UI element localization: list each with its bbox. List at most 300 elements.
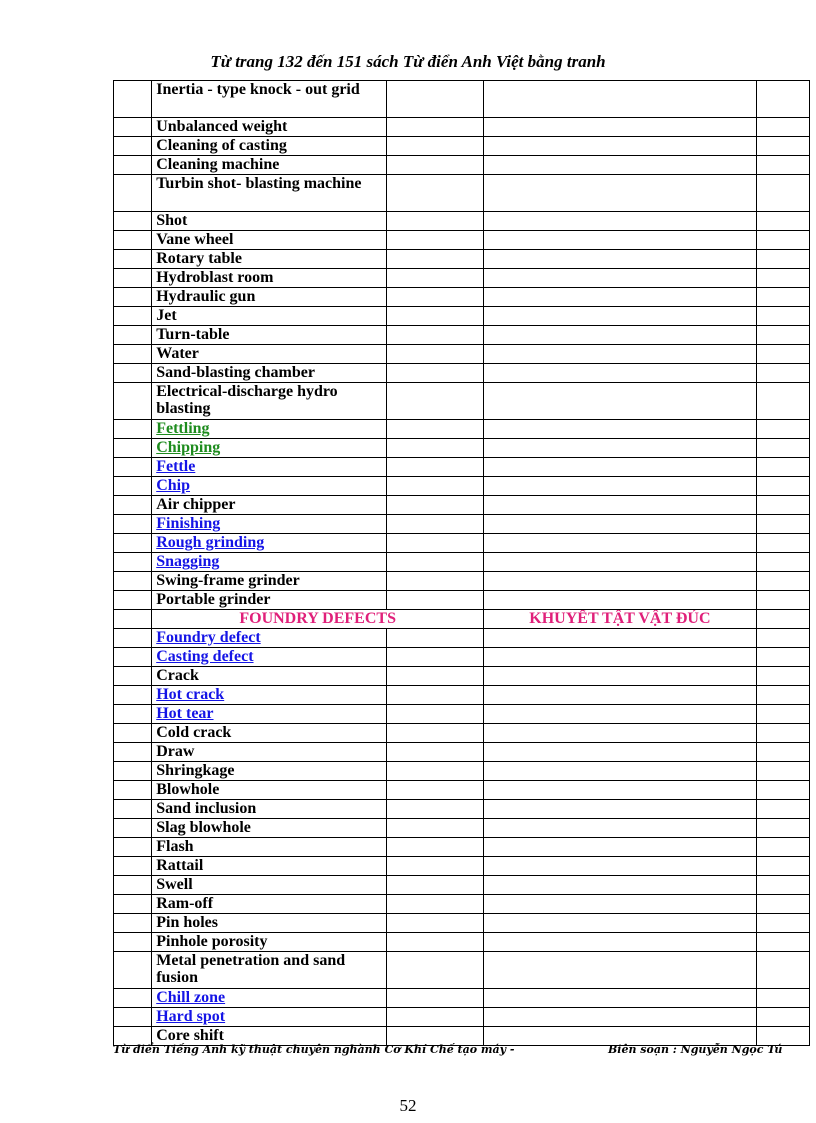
- phonetic-cell: [386, 743, 484, 762]
- row-note-cell: [756, 686, 809, 705]
- table-row: [114, 800, 810, 819]
- meaning-cell: [484, 137, 757, 156]
- term-cell: [152, 952, 386, 989]
- phonetic-cell: [386, 838, 484, 857]
- phonetic-cell: [386, 118, 484, 137]
- table-row: [114, 876, 810, 895]
- term-text: Inertia - type knock - out grid: [156, 81, 360, 98]
- phonetic-cell: [386, 534, 484, 553]
- meaning-cell: [484, 629, 757, 648]
- term-text: Air chipper: [156, 496, 236, 513]
- meaning-cell: [484, 591, 757, 610]
- table-row: [114, 212, 810, 231]
- row-index-cell: [114, 326, 152, 345]
- row-index-cell: [114, 439, 152, 458]
- row-index-cell: [114, 118, 152, 137]
- row-note-cell: [756, 914, 809, 933]
- term-cell: [152, 364, 386, 383]
- term-cell: [152, 914, 386, 933]
- term-cell: [152, 933, 386, 952]
- row-index-cell: [114, 81, 152, 118]
- term-cell: [152, 81, 386, 118]
- term-text: Vane wheel: [156, 231, 234, 248]
- term-text: Swell: [156, 876, 193, 893]
- term-cell: [152, 288, 386, 307]
- meaning-cell: [484, 477, 757, 496]
- term-cell: [152, 439, 386, 458]
- meaning-cell: [484, 989, 757, 1008]
- row-note-cell: [756, 876, 809, 895]
- term-cell: [152, 137, 386, 156]
- table-row: [114, 307, 810, 326]
- phonetic-cell: [386, 250, 484, 269]
- phonetic-cell: [386, 212, 484, 231]
- term-text: Metal penetration and sand fusion: [156, 952, 346, 986]
- phonetic-cell: [386, 307, 484, 326]
- term-text: Jet: [156, 307, 177, 324]
- table-row: [114, 591, 810, 610]
- table-row: [114, 952, 810, 989]
- table-row: [114, 819, 810, 838]
- phonetic-cell: [386, 515, 484, 534]
- phonetic-cell: [386, 686, 484, 705]
- term-cell: [152, 876, 386, 895]
- row-note-cell: [756, 819, 809, 838]
- row-index-cell: [114, 591, 152, 610]
- row-index-cell: [114, 800, 152, 819]
- term-cell: [152, 420, 386, 439]
- row-index-cell: [114, 534, 152, 553]
- row-index-cell: [114, 572, 152, 591]
- row-index-cell: [114, 156, 152, 175]
- table-row: [114, 933, 810, 952]
- term-text: Water: [156, 345, 199, 362]
- table-row: [114, 269, 810, 288]
- phonetic-cell: [386, 895, 484, 914]
- table-row: [114, 762, 810, 781]
- phonetic-cell: [386, 648, 484, 667]
- phonetic-cell: [386, 326, 484, 345]
- row-index-cell: [114, 269, 152, 288]
- row-index-cell: [114, 515, 152, 534]
- table-row: [114, 629, 810, 648]
- term-cell: [152, 838, 386, 857]
- term-text: Hydroblast room: [156, 269, 274, 286]
- meaning-cell: [484, 933, 757, 952]
- term-text: Hard spot: [156, 1008, 226, 1025]
- row-note-cell: [756, 496, 809, 515]
- row-note-cell: [756, 156, 809, 175]
- table-row: [114, 572, 810, 591]
- term-cell: [152, 705, 386, 724]
- row-note-cell: [756, 591, 809, 610]
- row-note-cell: [756, 439, 809, 458]
- row-index-cell: [114, 288, 152, 307]
- table-row: [114, 345, 810, 364]
- term-text: Chip: [156, 477, 191, 494]
- term-text: Slag blowhole: [156, 819, 251, 836]
- term-cell: [152, 231, 386, 250]
- row-index-cell: [114, 231, 152, 250]
- table-row: [114, 838, 810, 857]
- table-row: [114, 383, 810, 420]
- footer-author: Biên soạn : Nguyễn Ngọc Tú: [608, 1043, 783, 1056]
- term-cell: [152, 857, 386, 876]
- term-cell: [152, 553, 386, 572]
- vocabulary-table-body: [114, 81, 810, 1046]
- phonetic-cell: [386, 819, 484, 838]
- term-text: Portable grinder: [156, 591, 271, 608]
- term-text: Hydraulic gun: [156, 288, 256, 305]
- row-note-cell: [756, 989, 809, 1008]
- row-index-cell: [114, 175, 152, 212]
- term-text: Finishing: [156, 515, 221, 532]
- term-text: Snagging: [156, 553, 220, 570]
- row-note-cell: [756, 212, 809, 231]
- table-row: [114, 743, 810, 762]
- row-note-cell: [756, 952, 809, 989]
- meaning-cell: [484, 857, 757, 876]
- term-text: Fettling: [156, 420, 210, 437]
- section-header-row: [114, 610, 810, 629]
- row-note-cell: [756, 800, 809, 819]
- row-index-cell: [114, 250, 152, 269]
- table-row: [114, 439, 810, 458]
- term-cell: [152, 743, 386, 762]
- page-number: 52: [399, 1096, 417, 1115]
- meaning-cell: [484, 118, 757, 137]
- term-text: Pin holes: [156, 914, 219, 931]
- term-cell: [152, 989, 386, 1008]
- meaning-cell: [484, 705, 757, 724]
- row-note-cell: [756, 420, 809, 439]
- phonetic-cell: [386, 156, 484, 175]
- row-note-cell: [756, 781, 809, 800]
- meaning-cell: [484, 345, 757, 364]
- meaning-cell: [484, 686, 757, 705]
- phonetic-cell: [386, 762, 484, 781]
- table-row: [114, 175, 810, 212]
- row-index-cell: [114, 610, 152, 629]
- term-text: Core shift: [156, 1027, 224, 1044]
- table-row: [114, 705, 810, 724]
- table-row: [114, 156, 810, 175]
- meaning-cell: [484, 496, 757, 515]
- row-index-cell: [114, 989, 152, 1008]
- row-index-cell: [114, 648, 152, 667]
- row-note-cell: [756, 515, 809, 534]
- phonetic-cell: [386, 420, 484, 439]
- term-text: Shringkage: [156, 762, 235, 779]
- row-index-cell: [114, 1008, 152, 1027]
- row-note-cell: [756, 933, 809, 952]
- row-index-cell: [114, 876, 152, 895]
- row-index-cell: [114, 458, 152, 477]
- row-note-cell: [756, 250, 809, 269]
- term-text: Sand inclusion: [156, 800, 257, 817]
- table-row: [114, 364, 810, 383]
- row-note-cell: [756, 307, 809, 326]
- phonetic-cell: [386, 458, 484, 477]
- phonetic-cell: [386, 288, 484, 307]
- phonetic-cell: [386, 952, 484, 989]
- term-cell: [152, 458, 386, 477]
- term-text: Hot crack: [156, 686, 225, 703]
- term-cell: [152, 156, 386, 175]
- term-cell: [152, 629, 386, 648]
- term-cell: [152, 648, 386, 667]
- meaning-cell: [484, 572, 757, 591]
- table-row: [114, 288, 810, 307]
- row-index-cell: [114, 724, 152, 743]
- meaning-cell: [484, 156, 757, 175]
- term-cell: [152, 572, 386, 591]
- row-index-cell: [114, 420, 152, 439]
- meaning-cell: [484, 667, 757, 686]
- meaning-cell: [484, 326, 757, 345]
- phonetic-cell: [386, 477, 484, 496]
- row-index-cell: [114, 667, 152, 686]
- term-cell: [152, 212, 386, 231]
- row-note-cell: [756, 648, 809, 667]
- table-row: [114, 667, 810, 686]
- term-text: Rattail: [156, 857, 204, 874]
- row-note-cell: [756, 534, 809, 553]
- row-index-cell: [114, 212, 152, 231]
- phonetic-cell: [386, 553, 484, 572]
- table-row: [114, 496, 810, 515]
- phonetic-cell: [386, 81, 484, 118]
- row-index-cell: [114, 914, 152, 933]
- meaning-cell: [484, 81, 757, 118]
- term-cell: [152, 800, 386, 819]
- meaning-cell: [484, 762, 757, 781]
- phonetic-cell: [386, 1008, 484, 1027]
- term-text: Rough grinding: [156, 534, 265, 551]
- row-note-cell: [756, 364, 809, 383]
- row-note-cell: [756, 572, 809, 591]
- term-cell: [152, 895, 386, 914]
- meaning-cell: [484, 458, 757, 477]
- row-index-cell: [114, 705, 152, 724]
- row-index-cell: [114, 629, 152, 648]
- phonetic-cell: [386, 629, 484, 648]
- meaning-cell: [484, 781, 757, 800]
- row-note-cell: [756, 137, 809, 156]
- row-index-cell: [114, 838, 152, 857]
- term-text: Casting defect: [156, 648, 254, 665]
- table-row: [114, 686, 810, 705]
- table-row: [114, 781, 810, 800]
- section-title-vn: KHUYẾT TẬT VẬT ĐÚC: [484, 610, 757, 629]
- term-text: Pinhole porosity: [156, 933, 268, 950]
- meaning-cell: [484, 876, 757, 895]
- term-text: Crack: [156, 667, 199, 684]
- term-text: Cleaning of casting: [156, 137, 287, 154]
- term-cell: [152, 515, 386, 534]
- term-text: Turbin shot- blasting machine: [156, 175, 362, 192]
- row-note-cell: [756, 762, 809, 781]
- row-index-cell: [114, 933, 152, 952]
- row-note-cell: [756, 345, 809, 364]
- section-title-en: FOUNDRY DEFECTS: [152, 610, 484, 629]
- phonetic-cell: [386, 989, 484, 1008]
- row-index-cell: [114, 743, 152, 762]
- table-row: [114, 914, 810, 933]
- row-index-cell: [114, 383, 152, 420]
- row-index-cell: [114, 686, 152, 705]
- meaning-cell: [484, 269, 757, 288]
- table-row: [114, 458, 810, 477]
- row-note-cell: [756, 895, 809, 914]
- meaning-cell: [484, 743, 757, 762]
- term-text: Ram-off: [156, 895, 214, 912]
- meaning-cell: [484, 307, 757, 326]
- term-cell: [152, 383, 386, 420]
- term-text: Unbalanced weight: [156, 118, 288, 135]
- term-text: Fettle: [156, 458, 196, 475]
- meaning-cell: [484, 288, 757, 307]
- term-cell: [152, 118, 386, 137]
- phonetic-cell: [386, 876, 484, 895]
- meaning-cell: [484, 420, 757, 439]
- term-text: Cleaning machine: [156, 156, 280, 173]
- term-text: Blowhole: [156, 781, 220, 798]
- row-note-cell: [756, 269, 809, 288]
- row-note-cell: [756, 667, 809, 686]
- term-cell: [152, 686, 386, 705]
- row-index-cell: [114, 952, 152, 989]
- term-text: Cold crack: [156, 724, 232, 741]
- table-row: [114, 989, 810, 1008]
- row-note-cell: [756, 231, 809, 250]
- term-text: Chill zone: [156, 989, 226, 1006]
- row-note-cell: [756, 610, 809, 629]
- meaning-cell: [484, 534, 757, 553]
- phonetic-cell: [386, 137, 484, 156]
- table-row: [114, 648, 810, 667]
- row-index-cell: [114, 345, 152, 364]
- term-text: Hot tear: [156, 705, 214, 722]
- meaning-cell: [484, 914, 757, 933]
- row-note-cell: [756, 838, 809, 857]
- row-note-cell: [756, 326, 809, 345]
- term-cell: [152, 781, 386, 800]
- phonetic-cell: [386, 269, 484, 288]
- term-cell: [152, 269, 386, 288]
- row-index-cell: [114, 781, 152, 800]
- phonetic-cell: [386, 383, 484, 420]
- phonetic-cell: [386, 439, 484, 458]
- meaning-cell: [484, 250, 757, 269]
- row-index-cell: [114, 307, 152, 326]
- term-text: Chipping: [156, 439, 221, 456]
- row-note-cell: [756, 175, 809, 212]
- term-cell: [152, 819, 386, 838]
- meaning-cell: [484, 1008, 757, 1027]
- table-row: [114, 534, 810, 553]
- term-cell: [152, 477, 386, 496]
- term-text: Electrical-discharge hydro blasting: [156, 383, 338, 417]
- phonetic-cell: [386, 667, 484, 686]
- term-text: Swing-frame grinder: [156, 572, 300, 589]
- row-index-cell: [114, 496, 152, 515]
- row-index-cell: [114, 553, 152, 572]
- table-row: [114, 515, 810, 534]
- term-text: Foundry defect: [156, 629, 261, 646]
- term-text: Flash: [156, 838, 194, 855]
- row-index-cell: [114, 762, 152, 781]
- term-cell: [152, 667, 386, 686]
- table-row: [114, 895, 810, 914]
- phonetic-cell: [386, 857, 484, 876]
- meaning-cell: [484, 895, 757, 914]
- meaning-cell: [484, 952, 757, 989]
- row-note-cell: [756, 1008, 809, 1027]
- term-text: Sand-blasting chamber: [156, 364, 315, 381]
- meaning-cell: [484, 724, 757, 743]
- table-row: [114, 477, 810, 496]
- phonetic-cell: [386, 231, 484, 250]
- meaning-cell: [484, 800, 757, 819]
- term-cell: [152, 724, 386, 743]
- phonetic-cell: [386, 933, 484, 952]
- term-text: Shot: [156, 212, 188, 229]
- term-text: Turn-table: [156, 326, 230, 343]
- meaning-cell: [484, 648, 757, 667]
- row-index-cell: [114, 477, 152, 496]
- table-row: [114, 137, 810, 156]
- table-row: [114, 250, 810, 269]
- term-cell: [152, 762, 386, 781]
- row-note-cell: [756, 288, 809, 307]
- table-row: [114, 1008, 810, 1027]
- term-cell: [152, 591, 386, 610]
- meaning-cell: [484, 439, 757, 458]
- phonetic-cell: [386, 364, 484, 383]
- phonetic-cell: [386, 572, 484, 591]
- phonetic-cell: [386, 781, 484, 800]
- term-cell: [152, 496, 386, 515]
- row-note-cell: [756, 81, 809, 118]
- row-note-cell: [756, 724, 809, 743]
- phonetic-cell: [386, 800, 484, 819]
- table-row: [114, 326, 810, 345]
- phonetic-cell: [386, 496, 484, 515]
- row-note-cell: [756, 857, 809, 876]
- table-row: [114, 724, 810, 743]
- row-index-cell: [114, 857, 152, 876]
- phonetic-cell: [386, 345, 484, 364]
- meaning-cell: [484, 819, 757, 838]
- vocabulary-table: [113, 80, 810, 1046]
- phonetic-cell: [386, 705, 484, 724]
- phonetic-cell: [386, 175, 484, 212]
- term-text: Draw: [156, 743, 195, 760]
- meaning-cell: [484, 364, 757, 383]
- meaning-cell: [484, 515, 757, 534]
- term-text: Rotary table: [156, 250, 242, 267]
- row-note-cell: [756, 743, 809, 762]
- meaning-cell: [484, 553, 757, 572]
- row-index-cell: [114, 895, 152, 914]
- phonetic-cell: [386, 914, 484, 933]
- row-note-cell: [756, 705, 809, 724]
- term-cell: [152, 326, 386, 345]
- phonetic-cell: [386, 591, 484, 610]
- term-cell: [152, 250, 386, 269]
- row-note-cell: [756, 383, 809, 420]
